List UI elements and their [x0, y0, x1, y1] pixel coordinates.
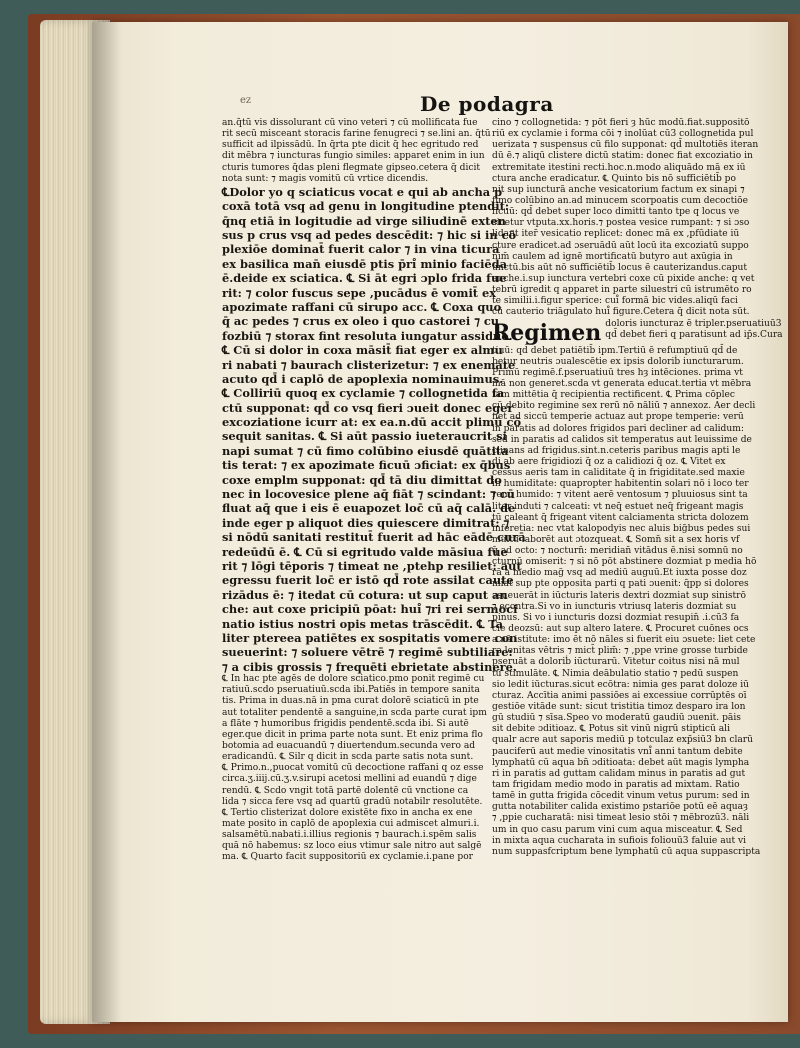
text-line: mā non generet.scda vt generata educat.tertia vt mēbra	[492, 378, 752, 389]
text-line: apozimate raffani cū sirupo acc. ℄ Coxa quo	[222, 299, 502, 314]
right-column	[492, 118, 783, 1018]
text-line: cturis tumores q̄das pleni flegmate gipseo.cetera q̄ dicit	[222, 162, 481, 173]
text-line: a flāte ⁊ humoribus frigidis pendentē.scda ibi. Si autē	[222, 718, 469, 729]
text-line: pauciferū aut medie vinositatis vni̊ anni tantum debite	[492, 746, 743, 757]
text-line: gū studiū ⁊ sīsa.Speo vo moderatū gaudiū ɔuenit. pāis	[492, 713, 741, 724]
text-line: aut totaliter pendentē a sanguine,in scda parte curat ipm	[222, 707, 487, 718]
text-line: reno humido: ⁊ vitent aerē ventosum ⁊ pluuiosus sint ta	[492, 490, 748, 501]
text-line: tiuū: qd̄ debet patiētib̄ ipm.Tertiū ē refumptiuū qd̄ de	[492, 345, 738, 356]
text-line: cū cauterio triāgulato hui̊ figure.Cetera q̄ dicit nota sūt.	[492, 307, 750, 318]
text-line: ctū supponat: qd̄ co vsq fieri ɔueit donec eger	[222, 400, 514, 415]
text-line: tis terat: ⁊ ex apozimate ficuū ɔficiat: ex q̄bus	[222, 458, 511, 473]
text-line: tū stimulāte. ℄ Nimia deābulatio statio ⁊ pedū suspen	[492, 668, 739, 679]
text-line: si nōdū sanitati restitut̄ fuerit ad hāc eādē curā	[222, 530, 526, 545]
text-line: net ad siccū temperie actuaz aut prope temperie: verū	[492, 412, 744, 423]
text-line: circa.ʒ.iiij.cū.ʒ.v.sirupi acetosi mellini ad euandū ⁊ dige	[222, 774, 477, 785]
text-line: ɔsueuerāt in iūcturis lateris dextri dozmiat sup sinistrō	[492, 590, 747, 601]
text-line: redeūdū ē. ℄ Cū si egritudo valde māsiua fue	[222, 544, 508, 559]
text-line: pinus. Si vo i iuncturis dozsi dozmiat resupin̄ .i.cū3 fa	[492, 612, 740, 623]
running-head: De podagra	[420, 92, 554, 116]
text-line: riū ex cyclamie i forma cōi ⁊ inolūat cū3 collognetida pul	[492, 129, 754, 140]
text-line: sio ledit iūcturas.sicut ecōtra: nimia ges parat doloze iū	[492, 679, 750, 690]
text-line: ⁊ a cibis grossis ⁊ frequēti ebrietate abstinere.	[222, 659, 517, 674]
text-line: dit mēbra ⁊ iuncturas fungio similes: apparet enim in iun	[222, 151, 485, 162]
text-line: acuto qd̄ i caplō de apoplexia nominauimus.	[222, 371, 504, 386]
text-line: um in quo casu parum vini cum aqua misceatur. ℄ Sed	[492, 824, 743, 835]
text-line: coxe emplm supponat: qd̄ tā diu dimittat do	[222, 472, 502, 487]
text-line: coxā totā vsq ad genu in longitudine ptendit:	[222, 199, 510, 214]
text-line: tis. Prima in duas.nā in pma curat dolorē sciaticū in pte	[222, 696, 479, 707]
text-line: ex basilica man̄ eiusdē ptis p̄ri̊ minio faciēda	[222, 256, 508, 271]
text-line: ficuū: qd̄ debet super loco dimitti tanto tpe q locus ve	[492, 207, 740, 218]
text-line: gestiōe vitāde sunt: sicut tristitia timoz desparo ira lon	[492, 702, 746, 713]
text-line: q̄ ac pedes ⁊ crus ex oleo i quo castorei ⁊ cu	[222, 314, 500, 329]
text-line: sicetur vtputa.xx.horis.⁊ postea vesice rumpant: ⁊ si ɔso	[492, 218, 750, 229]
text-line: plexiōe dominat̄ fuerit calor ⁊ in vina ticura	[222, 242, 500, 257]
text-line: anche.i.sup iunctura vertebri coxe cū pixide anche: q vet	[492, 273, 755, 284]
text-line: in mixta aqua cucharata in sufiois foliouū3 faluie aut vi	[492, 835, 747, 846]
text-line: sus p crus vsq ad pedes descēdit: ⁊ hic si in cō	[222, 228, 517, 243]
text-line: dū ē.⁊ aliqū clistere dictū statim: donec fiat excoziatio in	[492, 151, 753, 162]
text-line: tebrū igredit q apparet in parte siluestri cū istrumēto ro	[492, 285, 752, 296]
text-line: unctū.bis aūt nō sufficiētib̄ locus ē cauterizandus.caput	[492, 262, 748, 273]
text-line: sed in paratis ad calidos sit temperatus aut leuissime de	[492, 434, 752, 445]
text-line: nim̄ caulem ad ignē mortificatū butyro aut axūgia in	[492, 251, 733, 262]
section-heading-regimen: Regimen	[492, 319, 602, 346]
text-line: sueuerint: ⁊ soluere vētrē ⁊ regimē subtiliare:	[222, 645, 513, 660]
text-line: num suppasfcriptum bene lymphatū cū aqua suppascripta	[492, 846, 761, 857]
text-line: rā a medio mag̃ vsq ad mediū auguū.Et iuxta posse doz	[492, 568, 747, 579]
text-line: ratiuū.scdo pseruatiuū.scda ibi.Patiēs in tempore sanita	[222, 685, 480, 696]
text-line: an.q̄tū vis dissolurant cū vino veteri ⁊ cū mollificata fue	[222, 118, 478, 128]
text-line: miat sup pte opposita parti q pati ɔuenit: q̄pp si dolores	[492, 579, 749, 590]
text-line: ē.deide ex sciatica. ℄ Si āt egri ɔplo frida fue	[222, 271, 507, 286]
text-line: nec in locovesice plene aq̄ fiāt ⁊ scindant: ⁊ cū	[222, 487, 515, 502]
text-line: ri in paratis ad guttam calidam minus in paratis ad gut	[492, 768, 746, 779]
text-line: ra lenitas vētris ⁊ mict̄ plim̄: ⁊ ,ppe vrine grosse turbide	[492, 646, 748, 657]
text-line: in humiditate: quapropter habitentin solari nō i loco ter	[492, 479, 749, 490]
text-line: mate posito in caplō de apoplexia cui admiscet almuri.i.	[222, 818, 480, 829]
text-line: sequit sanitas. ℄ Si aūt passio iueteraucrit si	[222, 429, 507, 444]
text-line: multū laborēt aut ɔtozqueat. ℄ Somn̄ sit a sex horis vf	[492, 534, 740, 545]
text-line: excoziatione icurr at: ex ea.n.dū accit plimū cō	[222, 415, 522, 430]
text-line: rit: ⁊ color fuscus sepe ,pucādus ē vomit̄ ex	[222, 285, 497, 300]
text-line: gutta notabiliter calida existimo pstariōe potū eē aquaȝ	[492, 802, 748, 813]
text-line: te similii.i.figur sperice: cui̊ formā bic vides.aliqū faci	[492, 296, 738, 307]
text-line: q̄nq etiā in logitudie ad virge siliudinē exten	[222, 213, 506, 228]
folio-mark: ez	[240, 95, 252, 106]
text-line: eradicandū. ℄ Silr q dicit in scda parte satis nota sunt.	[222, 752, 474, 763]
text-line: eger.que dicit in prima parte nota sunt. Et eniz prima flo	[222, 729, 483, 740]
text-line: uerizata ⁊ suspensus cū filo supponat: qd̄ multotiēs iteran	[492, 140, 759, 151]
text-line: rit ⁊ lōgi tēporis ⁊ timeat ne ,ptehp resiliet: aut	[222, 559, 522, 573]
text-line: extremitate itestini recti.hoc.n.modo aliquādo mā ex iū	[492, 162, 746, 173]
text-line: qualr acre aut saporis mediū p totculaz exp̄siū3 bn clarū	[492, 735, 753, 746]
text-line: betur neutris ɔualescētie ex ipsis doloriḃ iuncturarum.	[492, 356, 744, 367]
text-line: ℄ In hac pte agēs de dolore sciatico.pmo ponit regimē cu	[222, 674, 485, 685]
text-line: ⁊ econtra.Si vo in iuncturis vtriusq lateris dozmiat su	[492, 601, 737, 612]
text-line: ℄ Tertio clisterizat dolore existēte fixo in ancha ex ene	[222, 807, 473, 818]
text-line: rizādus ē: ⁊ itedat cū cotura: ut sup caput an	[222, 587, 508, 602]
text-line: rendū. ℄ Scdo vngit totā partē dolentē cū vnctione ca	[222, 785, 469, 796]
text-line: cessus aeris tam in caliditate q̄ in frigiditate.sed maxie	[492, 468, 745, 479]
text-line: liter induti ⁊ calceati: vt neq̄ estuet neq̄ frigeant magis	[492, 501, 744, 512]
text-line: ℄Dolor yo q sciaticus vocat e qui ab ancha p	[222, 184, 503, 199]
text-line: egressu fuerit loc̄ er istō qd̄ rote assilat caute	[222, 573, 514, 588]
text-line: ctura anche eradicatur. ℄ Quinto bis nō sufficiētib̄ po	[492, 173, 736, 184]
text-line: ℄ Cū si dolor in coxa māsit̄ fiat eger ex almu	[222, 343, 503, 358]
text-line: cture eradicet.ad ɔseruādū aūt locū ita excoziatū suppo	[492, 240, 749, 251]
text-line: inde eger p aliquot dies quiescere dimitrat: ⁊	[222, 515, 510, 530]
text-line: qd̄ debet fieri q paratisunt ad ip̄s.Cura	[605, 329, 783, 340]
text-line: ma. ℄ Quarto facit suppositoriū ex cyclamie.i.pane por	[222, 852, 474, 863]
text-line: nit sup iuncturā anche vesicatorium factum ex sinapi ⁊	[492, 184, 745, 195]
text-line: a nā istitute: imo ēt nō nāles si fuerit eiu ɔsuete: liet cete	[492, 635, 756, 646]
text-line: lida ⁊ sicca fere vsq ad quartū gradū notabilr resolutēte.	[222, 796, 483, 807]
text-line: tam frigidam medio modo in paratis ad mixtam. Ratio	[492, 780, 740, 791]
text-line: cie deozsū: aut sup altero latere. ℄ Procuret cuōnes ocs	[492, 624, 749, 635]
text-line: rit secū misceant storacis farine fenugreci ⁊ se.lini an. q̄tū	[222, 129, 491, 140]
text-line: doloris iuncturaz ē tripler.pseruatiuū3	[605, 318, 782, 329]
text-line: Primū regimē.f.pseruatiuū tres hȝ intēciones. prima vt	[492, 367, 743, 378]
text-line: clinans ad frigidus.sint.n.ceteris paribus magis apti le	[492, 445, 741, 456]
text-line: fimo colūbino an.ad minucem scorpoatis cum decoctiōe	[492, 195, 749, 206]
text-line: tamē in gutta frigida cōcedit vinum vetus purum: sed in	[492, 791, 750, 802]
text-line: tū caleant q̄ frigeant vitent calciamenta stricta dolozem	[492, 512, 749, 523]
text-line: lymphatū cū aqua bn̄ ɔditioata: debet aūt magis lympha	[492, 757, 750, 768]
text-line: ri nabati ⁊ baurach clisterizetur: ⁊ ex enemate	[222, 357, 516, 372]
text-line: lidant iter̄ vesicatio replicet: donec mā ex ,pfūdiate iū	[492, 229, 740, 240]
text-line: natio istius nostri opis metas trāscēdit. ℄ Ta	[222, 616, 504, 631]
text-line: tam mittētia q̄ recipientia rectificent. ℄ Prima cōplec	[492, 390, 736, 401]
text-line: cū debito regimine sex rerū nō nāliū ⁊ annexoz. Aer decli	[492, 401, 756, 412]
text-line: ℄ Primo.n.,puocat vomitū cū decoctione raffani q oz esse	[222, 763, 484, 774]
text-line: pseruāt a doloriḃ iūcturarū. Vitetur coitus nisi nā mul	[492, 657, 740, 668]
text-line: cturnū omiserit: ⁊ si nō pōt abstinere dozmiat p media hō	[492, 557, 757, 568]
text-line: di ab aere frigidiozi q̄ oz a calidiozi q̄ oz. ℄ Vitet ex	[492, 456, 726, 467]
text-line: ⁊ ,ppie cucharatā: nisi timeat lesio stōi ⁊ mēbrozū3. nāli	[492, 813, 750, 824]
text-line: fozbiū ⁊ storax fint resoluta iungatur assidue.	[222, 328, 513, 343]
text-line: ℄ Colliriū quoq ex cyclamie ⁊ collognetida fa	[222, 386, 505, 401]
left-column	[222, 118, 526, 1000]
text-line: cturaz. Accītia animi passiōes ai excessiue corrūptēs oī	[492, 690, 747, 701]
text-line: in paratis ad dolores frigidos pari decliner ad calidum:	[492, 423, 744, 434]
gutter-shadow	[92, 22, 122, 1022]
text-line: q̄ ad octo: ⁊ nocturn̄: meridian̄ vitādus ē.nisi somnū no	[492, 546, 743, 557]
text-line: sit debite ɔditioaz. ℄ Potus sit vinū nigrū stipticū ali	[492, 724, 731, 735]
text-line: sufficit ad ilpissādū. In q̄rta pte dicit q̄ hec egritudo red	[222, 140, 479, 151]
text-line: botomia ad euacuandū ⁊ diuertendum.secunda vero ad	[222, 740, 476, 751]
text-line: napi sumat ⁊ cū fimo colūbino eiusdē quātita	[222, 443, 509, 458]
text-line: quā nō habemus: sz loco eius vtimur sale nitro aut salgē	[222, 841, 482, 852]
text-line: che: aut coxe pricipiū pōat: hui̊ ⁊ri rei sermoci	[222, 602, 518, 617]
text-line: inferetia: nec vtat kalopodyis nec aluis big̃bus pedes sui	[492, 523, 751, 534]
text-line: liter ptereea patiētes ex sospitatis vomere con	[222, 630, 518, 645]
text-line: fluat aq̄ que i eis ē euapozet loc̄ cū aq̄ calā. de	[222, 501, 516, 516]
text-line: nota sunt: ⁊ magis vomitū cū vrtice dicendis.	[222, 173, 429, 184]
text-line: salsamētū.nabati.i.illius regionis ⁊ baurach.i.spēm salis	[222, 830, 477, 841]
text-line: cino ⁊ collognetida: ⁊ pōt fieri ȝ hūc modū.fiat.suppositō	[492, 118, 750, 128]
